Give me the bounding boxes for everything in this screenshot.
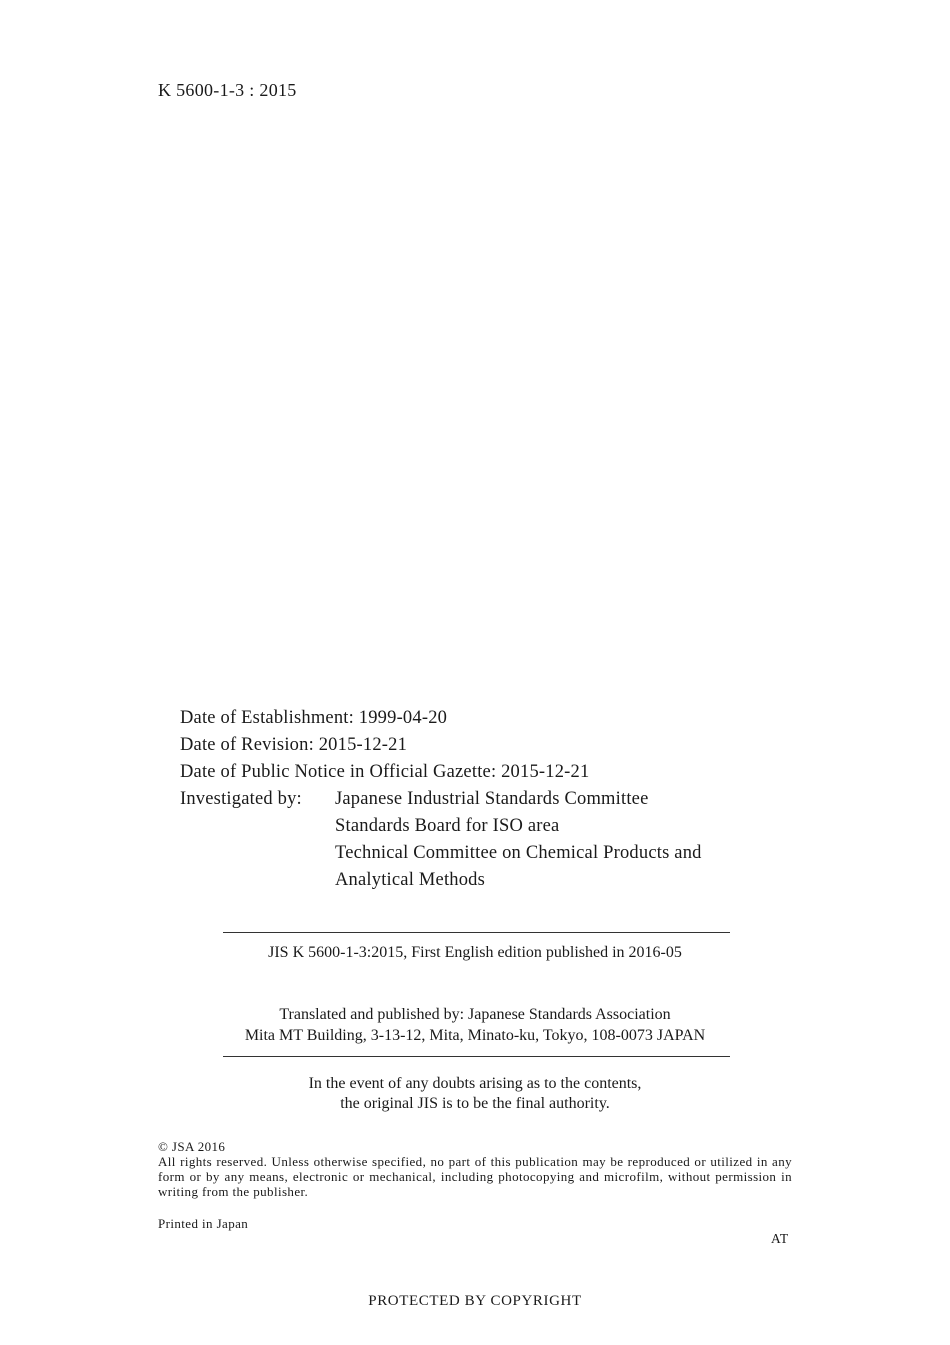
investigated-by-item: Japanese Industrial Standards Committee: [335, 789, 649, 809]
document-code: AT: [771, 1231, 789, 1246]
standard-code-header: K 5600-1-3 : 2015: [158, 80, 297, 100]
date-of-public-notice: Date of Public Notice in Official Gazette: 2015-12-21: [180, 762, 590, 782]
date-of-establishment: Date of Establishment: 1999-04-20: [180, 708, 448, 728]
copyright-holder: © JSA 2016: [158, 1139, 226, 1154]
printed-in: Printed in Japan: [158, 1216, 249, 1231]
date-of-revision: Date of Revision: 2015-12-21: [180, 735, 408, 755]
investigated-by-label: Investigated by:: [180, 789, 302, 809]
investigated-by-list: [335, 786, 702, 894]
divider-top: [223, 932, 730, 933]
edition-statement: JIS K 5600-1-3:2015, First English edition published in 2016-05: [268, 944, 682, 961]
publisher-address: Mita MT Building, 3-13-12, Mita, Minato-ku, Tokyo, 108-0073 JAPAN: [244, 1027, 706, 1044]
divider-bottom: [223, 1056, 730, 1057]
protected-by-copyright: PROTECTED BY COPYRIGHT: [368, 1293, 582, 1309]
standard-dates-block: [180, 705, 702, 894]
authority-notice-line: In the event of any doubts arising as to the contents,: [308, 1075, 642, 1092]
investigated-by-row: [180, 786, 702, 894]
investigated-by-item: Analytical Methods: [335, 870, 486, 890]
copyright-block: [158, 1139, 792, 1199]
authority-notice: [0, 1074, 950, 1114]
publisher-block: [0, 1004, 950, 1046]
rights-statement: All rights reserved. Unless otherwise specified, no part of this publication may be reproduced or utilized in any form or by any means, electronic or mechanical, including photocopying and microfilm, without permission in writing from the publisher.: [158, 1154, 792, 1199]
publisher-name: Translated and published by: Japanese Standards Association: [279, 1006, 671, 1023]
authority-notice-line: the original JIS is to be the final authority.: [340, 1095, 610, 1112]
investigated-by-item: Technical Committee on Chemical Products and: [335, 843, 702, 863]
investigated-by-item: Standards Board for ISO area: [335, 816, 560, 836]
